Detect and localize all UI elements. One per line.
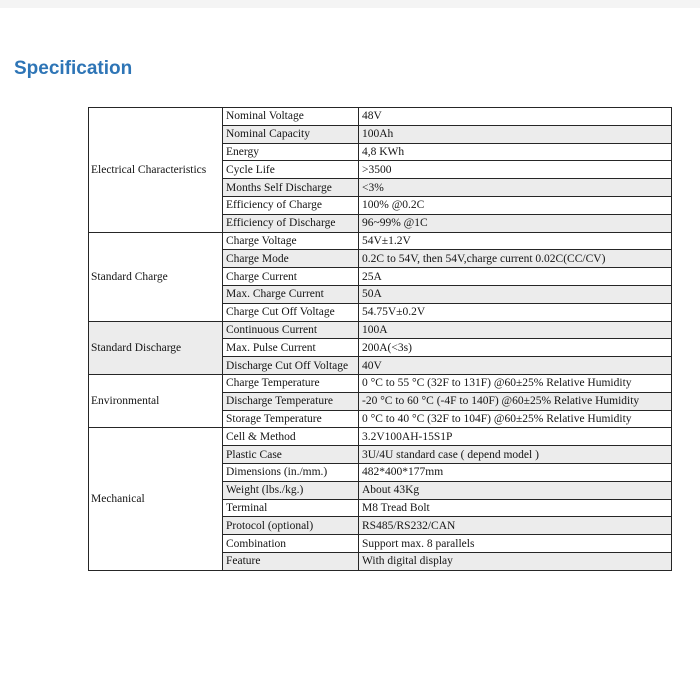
param-cell: Cell & Method bbox=[223, 428, 359, 446]
param-cell: Dimensions (in./mm.) bbox=[223, 463, 359, 481]
param-cell: Nominal Capacity bbox=[223, 125, 359, 143]
param-cell: Efficiency of Charge bbox=[223, 196, 359, 214]
specification-table bbox=[88, 107, 672, 571]
param-cell: Discharge Cut Off Voltage bbox=[223, 357, 359, 375]
param-cell: Max. Charge Current bbox=[223, 285, 359, 303]
param-cell: Charge Current bbox=[223, 268, 359, 286]
spec-row bbox=[89, 108, 672, 126]
value-cell: 482*400*177mm bbox=[359, 463, 672, 481]
value-cell: >3500 bbox=[359, 161, 672, 179]
param-cell: Combination bbox=[223, 535, 359, 553]
top-strip bbox=[0, 0, 700, 8]
param-cell: Discharge Temperature bbox=[223, 392, 359, 410]
value-cell: About 43Kg bbox=[359, 481, 672, 499]
category-cell-standard-discharge: Standard Discharge bbox=[89, 321, 223, 374]
value-cell: 100% @0.2C bbox=[359, 196, 672, 214]
value-cell: 0 °C to 40 °C (32F to 104F) @60±25% Relative Humidity bbox=[359, 410, 672, 428]
value-cell: 54V±1.2V bbox=[359, 232, 672, 250]
param-cell: Plastic Case bbox=[223, 446, 359, 464]
value-cell: 25A bbox=[359, 268, 672, 286]
value-cell: <3% bbox=[359, 179, 672, 197]
value-cell: Support max. 8 parallels bbox=[359, 535, 672, 553]
param-cell: Charge Voltage bbox=[223, 232, 359, 250]
value-cell: With digital display bbox=[359, 552, 672, 570]
param-cell: Nominal Voltage bbox=[223, 108, 359, 126]
value-cell: M8 Tread Bolt bbox=[359, 499, 672, 517]
value-cell: RS485/RS232/CAN bbox=[359, 517, 672, 535]
param-cell: Months Self Discharge bbox=[223, 179, 359, 197]
value-cell: 0 °C to 55 °C (32F to 131F) @60±25% Relative Humidity bbox=[359, 374, 672, 392]
value-cell: 96~99% @1C bbox=[359, 214, 672, 232]
category-cell-environmental: Environmental bbox=[89, 374, 223, 427]
value-cell: 100Ah bbox=[359, 125, 672, 143]
category-cell-standard-charge: Standard Charge bbox=[89, 232, 223, 321]
value-cell: -20 °C to 60 °C (-4F to 140F) @60±25% Relative Humidity bbox=[359, 392, 672, 410]
param-cell: Weight (lbs./kg.) bbox=[223, 481, 359, 499]
param-cell: Continuous Current bbox=[223, 321, 359, 339]
param-cell: Cycle Life bbox=[223, 161, 359, 179]
value-cell: 50A bbox=[359, 285, 672, 303]
param-cell: Efficiency of Discharge bbox=[223, 214, 359, 232]
value-cell: 48V bbox=[359, 108, 672, 126]
spec-row bbox=[89, 428, 672, 446]
param-cell: Charge Temperature bbox=[223, 374, 359, 392]
param-cell: Feature bbox=[223, 552, 359, 570]
spec-row bbox=[89, 321, 672, 339]
param-cell: Terminal bbox=[223, 499, 359, 517]
page-title: Specification bbox=[14, 58, 133, 79]
param-cell: Charge Mode bbox=[223, 250, 359, 268]
value-cell: 0.2C to 54V, then 54V,charge current 0.02C(CC/CV) bbox=[359, 250, 672, 268]
value-cell: 40V bbox=[359, 357, 672, 375]
value-cell: 200A(<3s) bbox=[359, 339, 672, 357]
value-cell: 54.75V±0.2V bbox=[359, 303, 672, 321]
param-cell: Storage Temperature bbox=[223, 410, 359, 428]
spec-row bbox=[89, 232, 672, 250]
value-cell: 3.2V100AH-15S1P bbox=[359, 428, 672, 446]
value-cell: 100A bbox=[359, 321, 672, 339]
param-cell: Energy bbox=[223, 143, 359, 161]
spec-row bbox=[89, 374, 672, 392]
category-cell-mechanical: Mechanical bbox=[89, 428, 223, 570]
param-cell: Max. Pulse Current bbox=[223, 339, 359, 357]
param-cell: Charge Cut Off Voltage bbox=[223, 303, 359, 321]
value-cell: 4,8 KWh bbox=[359, 143, 672, 161]
param-cell: Protocol (optional) bbox=[223, 517, 359, 535]
value-cell: 3U/4U standard case ( depend model ) bbox=[359, 446, 672, 464]
category-cell-electrical: Electrical Characteristics bbox=[89, 108, 223, 233]
